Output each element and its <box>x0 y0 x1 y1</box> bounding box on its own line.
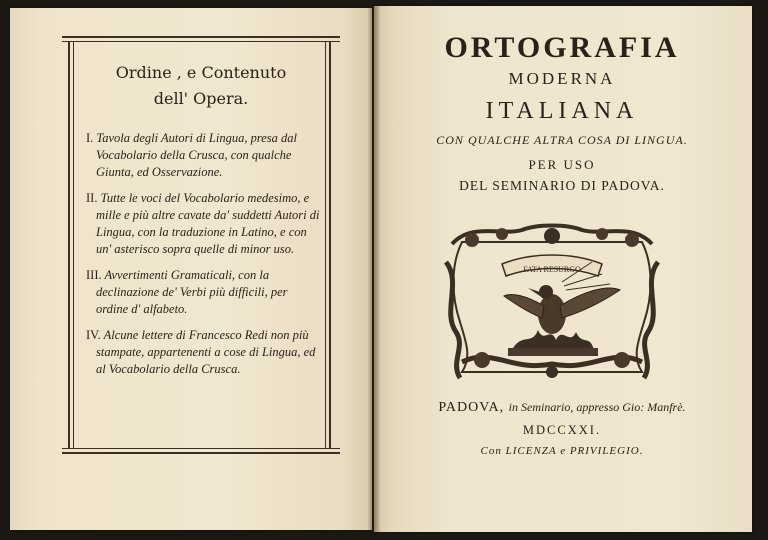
contents-item <box>86 267 322 318</box>
contents-item <box>86 327 322 378</box>
contents-item-text: Tavola degli Autori di Lingua, presa dal Vocabolario della Crusca, con qualche Giunta, ed Osservazione. <box>96 131 298 179</box>
contents-heading-line1: Ordine , e Contenuto <box>115 63 287 82</box>
imprint-printer: , appresso Gio: Manfrè. <box>570 400 686 414</box>
contents-item-number: II. <box>86 191 98 205</box>
title-ortografia: ORTOGRAFIA <box>444 31 680 64</box>
title-italiana: ITALIANA <box>485 98 639 124</box>
contents-item-text: Tutte le voci del Vocabolario medesimo, e mille e più altre cavate da' suddetti Autori di Lingua, con la traduzione in Latino, e con un' asterisco sopra quelle di minor uso. <box>96 191 320 256</box>
per-uso: PER USO <box>528 157 596 172</box>
frame-rule <box>329 42 331 448</box>
imprint-year: MDCCXXI. <box>522 423 602 437</box>
contents-item-text: Alcune lettere di Francesco Redi non più stampate, appartenenti a cose di Lingua, ed al Vocabolario della Crusca. <box>96 328 316 376</box>
imprint-place: PADOVA, <box>438 400 505 415</box>
phoenix-emblem-icon <box>442 222 662 382</box>
contents-item-number: I. <box>86 131 94 145</box>
frame-rule <box>73 42 74 448</box>
frame-rule <box>325 42 326 448</box>
contents-item-number: IV. <box>86 328 101 342</box>
emblem-motto: FATA RESURGO <box>523 265 581 274</box>
frame-rule <box>62 41 340 42</box>
contents-item-number: III. <box>86 268 102 282</box>
imprint-line <box>392 396 732 419</box>
subtitle: CON QUALCHE ALTRA COSA DI LINGUA. <box>436 133 688 147</box>
frame-rule <box>62 448 340 449</box>
title-block <box>392 30 732 196</box>
frame-rule <box>62 452 340 454</box>
contents-item-text: Avvertimenti Gramaticali, con la declinazione de' Verbi più difficili, per ordine d' alfabeto. <box>96 268 288 316</box>
title-moderna: MODERNA <box>508 69 616 88</box>
book-spine <box>368 6 380 532</box>
contents-item <box>86 130 322 181</box>
frame-rule <box>68 42 70 448</box>
contents-item <box>86 190 322 258</box>
seminario-line: DEL SEMINARIO DI PADOVA. <box>459 178 665 193</box>
contents-list <box>86 130 322 387</box>
frame-rule <box>62 36 340 38</box>
imprint-license: Con LICENZA e PRIVILEGIO. <box>480 445 644 457</box>
imprint-block <box>392 396 732 461</box>
contents-heading <box>84 60 318 112</box>
contents-heading-line2: dell' Opera. <box>153 89 249 108</box>
imprint-detail: in Seminario <box>508 400 571 414</box>
